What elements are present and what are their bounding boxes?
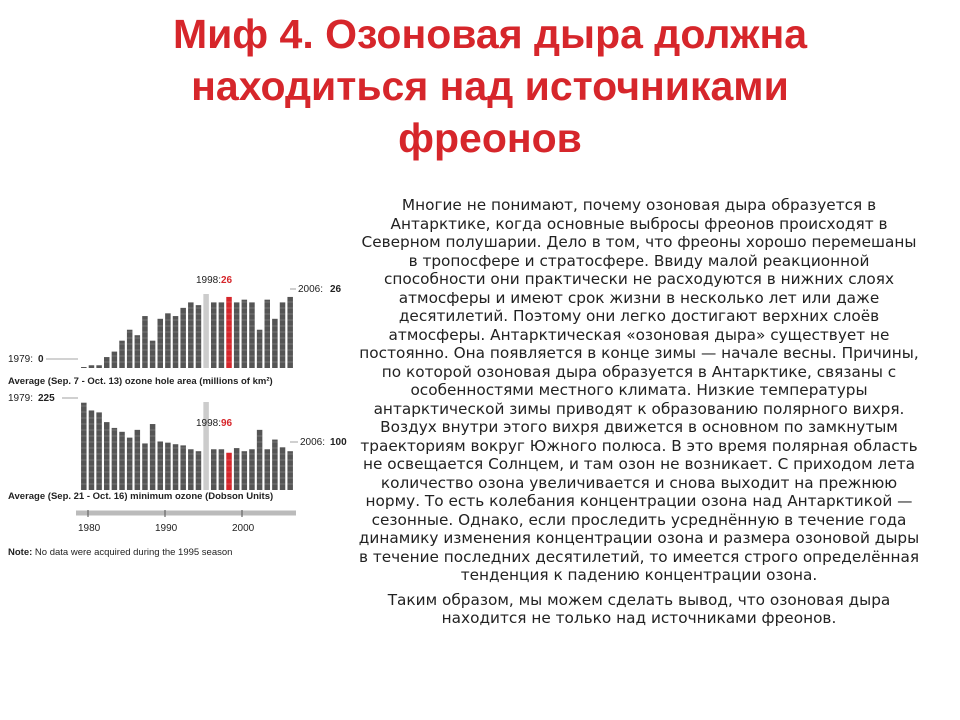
body-paragraph-1: Многие не понимают, почему озоновая дыра образуется в Антарктике, когда основные выбросы фреонов происходят в Северном полушарии. Дело в том, что фреоны хорошо перемешаны в тропосфере и стратосфере. Ввиду малой реакционной способности они практически не расходуются в нижних слоях атмосферы и имеют срок жизни в несколько лет или даже десятилетий. Поэтому они легко достигают верхних слоёв атмосферы. Антарктическая «озоновая дыра» существует не постоянно. Она появляется в конце зимы — начале весны. Причины, по которой озоновая дыра образуется в Антарктике, связаны с особенностями местного климата. Низкие температуры антарктической зимы приводят к образованию полярного вихря. Воздух внутри этого вихря движется в основном по замкнутым траекториям вокруг Южного полюса. В это время полярная область не освещается Солнцем, и там озон не возникает. С приходом лета количество озона увеличивается и снова выходит на прежнюю норму. То есть колебания концентрации озона над Антарктикой — сезонные. Однако, если проследить усреднённую в течение года динамику изменения концентрации озона и размера озоновой дыры в течение последних десятилетий, то имеется строго определённая тенденция к падению концентрации озона. [358, 196, 920, 584]
area-chart-title: Average (Sep. 7 - Oct. 13) ozone hole area (millions of km²) [8, 376, 273, 387]
bar-area-1986 [135, 335, 141, 368]
bar-ozone-1995 [203, 402, 209, 490]
bar-area-1993 [188, 302, 194, 368]
ozone-charts [0, 268, 360, 568]
ozone-peak-value: 96 [221, 418, 233, 429]
bar-area-2005 [280, 302, 286, 368]
bar-ozone-1992 [180, 445, 186, 490]
ozone-start-label: 1979: [8, 393, 34, 404]
bar-area-2003 [265, 300, 271, 368]
ozone-end-label: 2006: [300, 437, 326, 448]
bar-ozone-1979 [81, 403, 87, 490]
title-line-3: фреонов [398, 115, 582, 161]
bar-area-1994 [196, 305, 202, 368]
bar-ozone-1987 [142, 443, 148, 490]
bar-area-1991 [173, 316, 179, 368]
x-tick-label: 2000 [232, 523, 255, 534]
bar-area-1997 [219, 302, 225, 368]
area-peak-value: 26 [221, 275, 233, 286]
area-chart-bars [81, 294, 293, 368]
bar-area-1983 [112, 352, 118, 368]
body-paragraph-2: Таким образом, мы можем сделать вывод, что озоновая дыра находится не только над источниками фреонов. [387, 590, 891, 627]
bar-area-1981 [96, 365, 102, 368]
note-label: Note: [8, 547, 33, 558]
bar-area-2006 [287, 297, 293, 368]
title-line-2: находиться над источниками [191, 63, 789, 109]
bar-ozone-1985 [127, 438, 132, 490]
area-end-value: 26 [330, 284, 342, 295]
area-start-value: 0 [38, 354, 44, 365]
bar-ozone-2004 [272, 440, 278, 490]
bar-area-1990 [165, 313, 171, 368]
bar-area-1984 [119, 341, 125, 368]
area-peak-label: 1998: [196, 275, 222, 286]
bar-ozone-1990 [165, 443, 171, 490]
bar-area-2000 [242, 300, 248, 368]
bar-area-1996 [211, 302, 217, 368]
bar-area-1999 [234, 302, 240, 368]
bar-area-1998 [226, 297, 232, 368]
ozone-start-value: 225 [38, 393, 55, 404]
ozone-peak-label: 1998: [196, 418, 222, 429]
body-text [358, 196, 920, 628]
area-end-label: 2006: [298, 284, 324, 295]
min-ozone-chart-title: Average (Sep. 21 - Oct. 16) minimum ozone (Dobson Units) [8, 491, 274, 502]
note-text: No data were acquired during the 1995 season [32, 547, 233, 558]
bar-ozone-1988 [150, 424, 156, 490]
bar-ozone-1983 [112, 428, 118, 490]
bar-ozone-1998 [226, 453, 232, 490]
bar-ozone-1984 [119, 432, 125, 490]
bar-area-1988 [150, 341, 156, 368]
bar-area-1979 [81, 367, 87, 368]
slide-title [120, 8, 860, 164]
bar-area-2001 [249, 302, 255, 368]
x-tick-label: 1990 [155, 523, 178, 534]
area-start-label: 1979: [8, 354, 34, 365]
bar-area-1982 [104, 357, 110, 368]
bar-ozone-1982 [104, 422, 110, 490]
min-ozone-chart-bars [81, 402, 293, 490]
x-axis [76, 510, 296, 534]
chart-note [8, 547, 232, 558]
bar-area-1995 [203, 294, 209, 368]
title-line-1: Миф 4. Озоновая дыра должна [172, 11, 808, 57]
bar-area-1987 [142, 316, 148, 368]
ozone-end-value: 100 [330, 437, 347, 448]
bar-ozone-1991 [173, 444, 179, 490]
bar-area-1980 [89, 365, 95, 368]
x-tick-label: 1980 [78, 523, 101, 534]
